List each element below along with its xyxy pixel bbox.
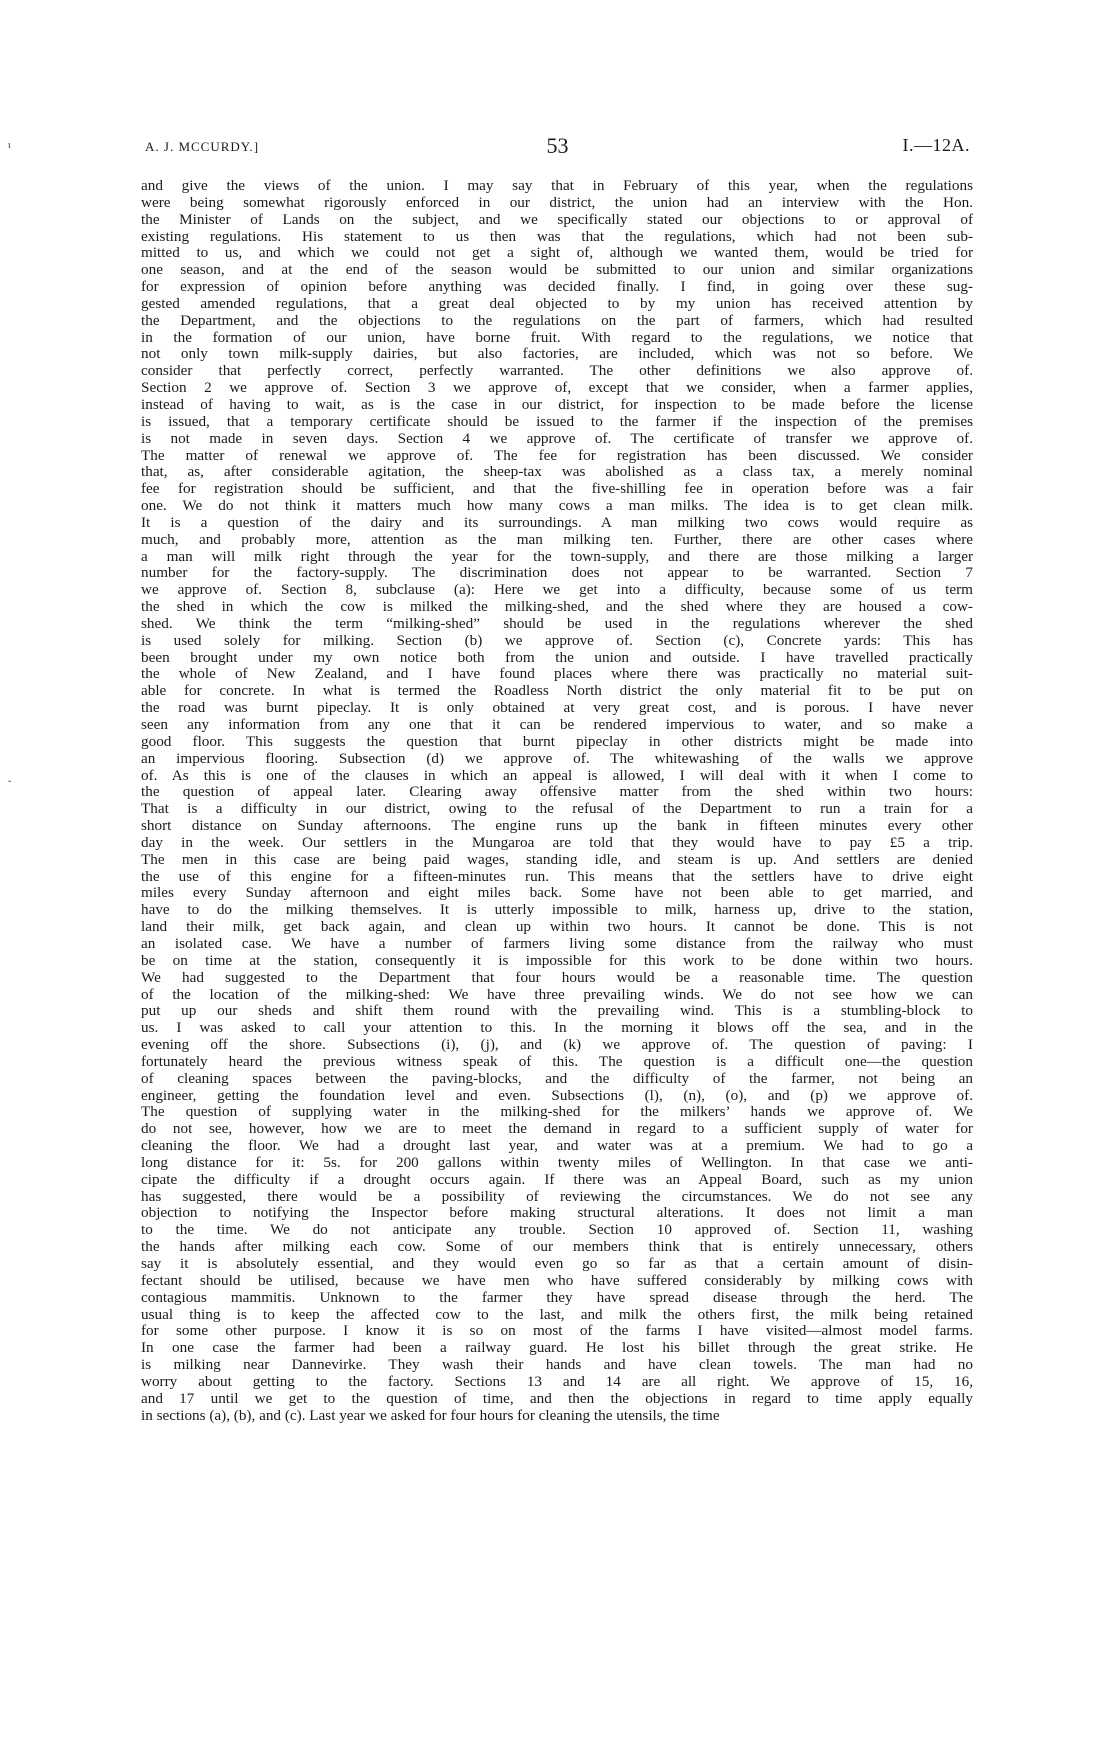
- text-line: has suggested, there would be a possibility of reviewing the circumstances. We do not see any: [141, 1187, 973, 1205]
- text-line: the hands after milking each cow. Some of our members think that is entirely unnecessary, others: [141, 1238, 973, 1256]
- page-header: [145, 133, 970, 163]
- text-line: in sections (a), (b), and (c). Last year we asked for four hours for cleaning the utensils, the time: [141, 1406, 720, 1424]
- text-line: Section 2 we approve of. Section 3 we approve of, except that we consider, when a farmer applies,: [141, 379, 973, 397]
- text-line: existing regulations. His statement to us then was that the regulations, which had not been sub-: [141, 227, 973, 245]
- text-line: The matter of renewal we approve of. The fee for registration has been discussed. We consider: [141, 446, 973, 464]
- text-line: The men in this case are being paid wages, standing idle, and steam is up. And settlers are denied: [141, 850, 973, 868]
- text-line: one. We do not think it matters much how many cows a man milks. The idea is to get clean milk.: [141, 497, 973, 515]
- text-line: and give the views of the union. I may say that in February of this year, when the regulations: [141, 177, 973, 194]
- text-line: It is a question of the dairy and its surroundings. A man milking two cows would require as: [141, 513, 973, 531]
- text-line: mitted to us, and which we could not get a sight of, although we wanted them, would be tried for: [141, 244, 973, 262]
- text-line: of. As this is one of the clauses in which an appeal is allowed, I will deal with it when I come to: [141, 766, 973, 784]
- text-line: objection to notifying the Inspector before making structural alterations. It does not limit a man: [141, 1204, 973, 1222]
- text-line: and 17 until we get to the question of time, and then the objections in regard to time apply equally: [141, 1389, 973, 1407]
- text-line: land their milk, get back again, and clean up within two hours. It cannot be done. This is not: [141, 918, 973, 936]
- text-line: the road was burnt pipeclay. It is only obtained at very great cost, and is porous. I have never: [141, 699, 973, 717]
- text-line: the whole of New Zealand, and I have found places where there was practically no material suit-: [141, 665, 973, 683]
- text-line: in the formation of our union, have borne fruit. With regard to the regulations, we notice that: [141, 328, 973, 346]
- text-line: cleaning the floor. We had a drought last year, and water was at a premium. We had to go a: [141, 1137, 973, 1155]
- text-line: shed. We think the term “milking-shed” should be used in the regulations wherever the shed: [141, 614, 973, 632]
- text-line: the Minister of Lands on the subject, and we specifically stated our objections to or approval of: [141, 210, 973, 228]
- text-line: seen any information from any one that it can be rendered impervious to water, and so make a: [141, 716, 973, 733]
- text-line: The question of supplying water in the milking-shed for the milkers’ hands we approve of. We: [141, 1103, 973, 1121]
- text-line: good floor. This suggests the question that burnt pipeclay in other districts might be made into: [141, 732, 973, 750]
- text-line: day in the week. Our settlers in the Mungaroa are told that they would have to pay £5 a trip.: [141, 833, 973, 851]
- text-line: In one case the farmer had been a railway guard. He lost his billet through the great strike. He: [141, 1339, 973, 1357]
- text-line: the use of this engine for a fifteen-minutes run. This means that the settlers have to drive eight: [141, 867, 973, 885]
- text-line: short distance on Sunday afternoons. The engine runs up the bank in fifteen minutes every other: [141, 817, 973, 835]
- text-line: consider that perfectly correct, perfectly warranted. The other definitions we also approve of.: [141, 362, 973, 380]
- text-line: do not see, however, how we are to meet the demand in regard to a sufficient supply of water for: [141, 1120, 973, 1138]
- text-line: for some other purpose. I know it is so on most of the farms I have visited—almost model farms.: [141, 1322, 973, 1340]
- text-line: of cleaning spaces between the paving-blocks, and the difficulty of the farmer, not being an: [141, 1069, 973, 1087]
- margin-mark: ˇ: [8, 780, 12, 791]
- text-line: is milking near Dannevirke. They wash their hands and have clean towels. The man had no: [141, 1356, 973, 1374]
- text-line: gested amended regulations, that a great deal objected to by my union has received attention by: [141, 294, 973, 312]
- text-line: of the location of the milking-shed: We have three prevailing winds. We do not see how we can: [141, 985, 973, 1003]
- page-number: 53: [546, 133, 569, 158]
- text-line: we approve of. Section 8, subclause (a): Here we get into a difficulty, because some of us term: [141, 581, 973, 599]
- text-line: instead of having to wait, as is the case in our district, for inspection to be made before the license: [141, 395, 973, 413]
- header-witness-name: A. J. MCCURDY.]: [145, 139, 260, 154]
- text-line: able for concrete. In what is termed the Roadless North district the only material fit to be put on: [141, 682, 973, 700]
- text-line: been brought under my own notice both from the union and outside. I have travelled practically: [141, 648, 973, 666]
- text-line: the shed in which the cow is milked the milking-shed, and the shed where they are housed a cow-: [141, 598, 973, 616]
- text-line: not only town milk-supply dairies, but also factories, are included, which was not so before. We: [141, 345, 973, 363]
- header-paper-reference: I.—12A.: [902, 135, 970, 155]
- text-line: much, and probably more, attention as the man milking ten. Further, there are other cases where: [141, 530, 973, 548]
- text-line: fee for registration should be sufficient, and that the five-shilling fee in operation before was a fair: [141, 480, 973, 498]
- text-line: one season, and at the end of the season would be submitted to our union and similar organizations: [141, 261, 973, 279]
- text-line: an isolated case. We have a number of farmers living some distance from the railway who must: [141, 934, 973, 952]
- text-line: the Department, and the objections to the regulations on the part of farmers, which had resulted: [141, 311, 973, 329]
- text-line: evening off the shore. Subsections (i), (j), and (k) we approve of. The question of paving: I: [141, 1036, 973, 1054]
- text-line: fectant should be utilised, because we have men who have suffered considerably by milking cows with: [141, 1271, 973, 1289]
- text-line: put up our sheds and shift them round with the prevailing wind. This is a stumbling-block to: [141, 1002, 973, 1020]
- text-line: usual thing is to keep the affected cow to the last, and milk the others first, the milk being retained: [141, 1305, 973, 1323]
- text-line: is used solely for milking. Section (b) we approve of. Section (c), Concrete yards: This has: [141, 631, 973, 649]
- text-line: cipate the difficulty if a drought occurs again. If there was an Appeal Board, such as my union: [141, 1170, 973, 1188]
- text-line: for expression of opinion before anything was decided finally. I find, in going over these sug-: [141, 278, 973, 296]
- text-line: is issued, that a temporary certificate should be issued to the farmer if the inspection of the premises: [141, 412, 973, 430]
- text-line: miles every Sunday afternoon and eight miles back. Some have not been able to get married, and: [141, 884, 973, 902]
- text-line: be on time at the station, consequently it is impossible for this work to be done within two hours.: [141, 951, 973, 969]
- text-line: engineer, getting the foundation level and even. Subsections (l), (n), (o), and (p) we approve of.: [141, 1086, 973, 1104]
- text-line: We had suggested to the Department that four hours would be a reasonable time. The question: [141, 968, 973, 986]
- text-line: were being somewhat rigorously enforced in our district, the union had an interview with the Hon.: [141, 193, 973, 211]
- text-line: contagious mammitis. Unknown to the farmer they have spread disease through the herd. The: [141, 1288, 973, 1306]
- body-text: [141, 178, 973, 1424]
- text-line: us. I was asked to call your attention to this. In the morning it blows off the sea, and in the: [141, 1019, 973, 1037]
- text-line: That is a difficulty in our district, owing to the refusal of the Department to run a train for a: [141, 800, 973, 818]
- margin-mark: ι: [8, 140, 11, 151]
- text-line: the question of appeal later. Clearing away offensive matter from the shed within two hours:: [141, 783, 973, 801]
- text-line: say it is absolutely essential, and they would even go so far as that a certain amount of disin-: [141, 1255, 973, 1272]
- text-line: that, as, after considerable agitation, the sheep-tax was abolished as a class tax, a merely nominal: [141, 463, 973, 481]
- text-line: number for the factory-supply. The discrimination does not appear to be warranted. Section 7: [141, 564, 973, 582]
- text-line: to the time. We do not anticipate any trouble. Section 10 approved of. Section 11, washing: [141, 1221, 973, 1239]
- text-line: is not made in seven days. Section 4 we approve of. The certificate of transfer we approve of.: [141, 429, 973, 447]
- text-line: a man will milk right through the year for the town-supply, and there are those milking a larger: [141, 547, 973, 565]
- text-line: worry about getting to the factory. Sections 13 and 14 are all right. We approve of 15, 16,: [141, 1372, 973, 1390]
- text-line: an impervious flooring. Subsection (d) we approve of. The whitewashing of the walls we approve: [141, 749, 973, 767]
- text-line: long distance for it: 5s. for 200 gallons within twenty miles of Wellington. In that case we anti-: [141, 1153, 973, 1171]
- text-line: fortunately heard the previous witness speak of this. The question is a difficult one—the question: [141, 1052, 973, 1070]
- text-line: have to do the milking themselves. It is utterly impossible to milk, harness up, drive to the station,: [141, 901, 973, 919]
